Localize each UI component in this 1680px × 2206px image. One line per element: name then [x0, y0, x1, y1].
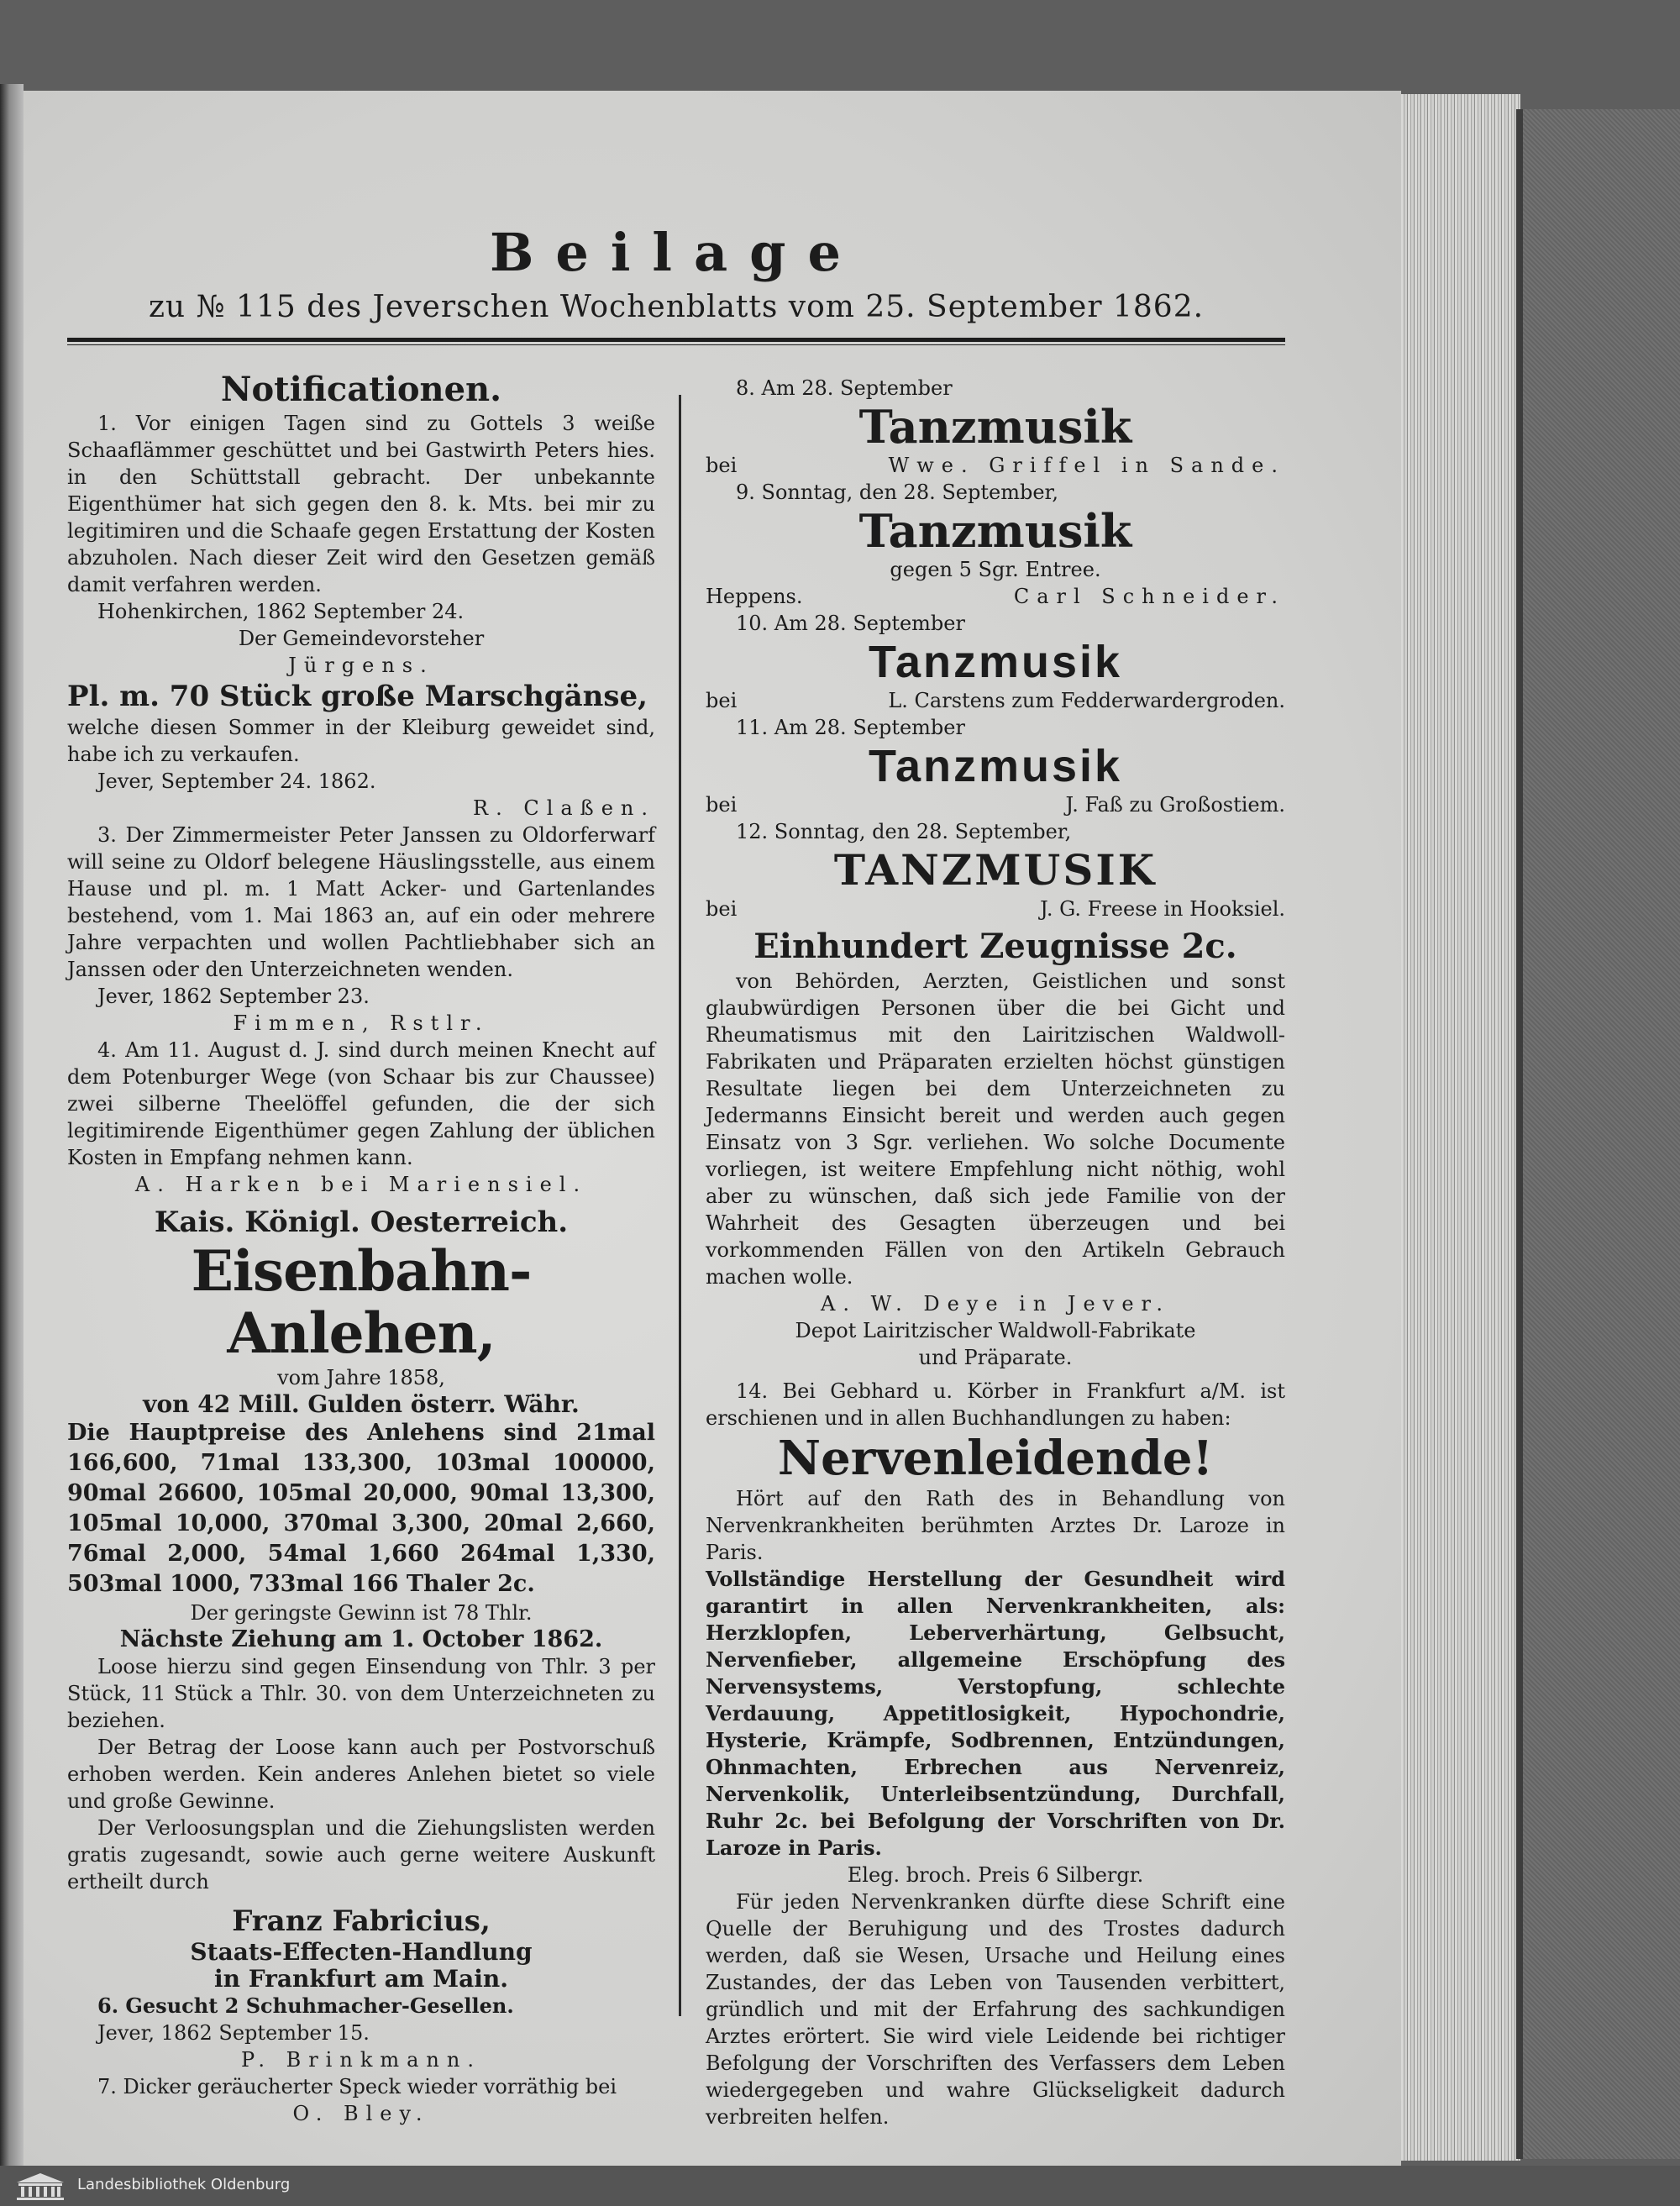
notice-3-place: Jever, 1862 September 23. [97, 985, 370, 1008]
left-column [67, 370, 655, 2127]
notice-3-text: 3. Der Zimmermeister Peter Janssen zu Oldorferwarf will seine zu Oldorf belegene Häuslingsstelle, aus einem Hause und pl. m. 1 Matt Acker- und Gartenlandes bestehend, vom 1. Mai 1863 an, auf ein oder mehrere Jahre verpachten und wollen Pachtliebhaber sich an Janssen oder den Unterzeichneten wenden. [67, 823, 655, 981]
notice-6-signature: P. Brinkmann. [241, 2048, 481, 2072]
nerve-ad-para-3: Für jeden Nervenkranken dürfte diese Schrift eine Quelle der Beruhigung und des Trostes dadurch werden, daß sie Wesen, Ursache und Heilung eines Zustandes, der das Leben von Tausenden verbittert, gründlich und mit der Erfahrung des sachkundigen Arztes erörtert. Sie wird viele Leidende bei richtiger Befolgung der Vorschriften des Verfassers dem Leben wiedergegeben und wahre Glückseligkeit dadurch verbreiten helfen. [706, 1890, 1285, 2129]
notice-8-date: 8. Am 28. September [736, 376, 953, 400]
notice-12-bei: bei [706, 897, 738, 921]
column-divider [679, 395, 681, 2016]
notice-11-heading: Tanzmusik [868, 741, 1123, 791]
notice-12-date: 12. Sonntag, den 28. September, [736, 820, 1072, 843]
nerve-ad-para-1: Hört auf den Rath des in Behandlung von Nervenkrankheiten berühmten Arztes Dr. Laroze in Paris. [706, 1487, 1285, 1564]
library-name[interactable]: Landesbibliothek Oldenburg [77, 2176, 291, 2193]
notice-10-heading: Tanzmusik [868, 637, 1123, 687]
testimonials-depot-1: Depot Lairitzischer Waldwoll-Fabrikate [795, 1319, 1196, 1342]
notice-11-who: J. Faß zu Großostiem. [1065, 793, 1285, 817]
library-building-icon [13, 2171, 67, 2201]
notice-1-signature: Jürgens. [288, 654, 434, 677]
masthead-rule-thin [67, 344, 1285, 345]
loan-ad-heading: Kais. Königl. Oesterreich. [154, 1205, 569, 1239]
loan-ad-prizes: Die Hauptpreise des Anlehens sind 21mal 166,600, 71mal 133,300, 103mal 100000, 90mal 26600, 105mal 20,000, 90mal 13,300, 105mal 10,000, 370mal 3,300, 20mal 2,660, 76mal 2,000, 54mal 1,660 264mal 1,330, 503mal 1000, 733mal 166 Thaler 2c. [67, 1420, 655, 1597]
notice-4-text: 4. Am 11. August d. J. sind durch meinen Knecht auf dem Potenburger Wege (von Schaar bis zur Chaussee) zwei silberne Theelöffel gefunden, die der sich legitimirende Eigenthümer gegen Zahlung der üblichen Kosten in Empfang nehmen kann. [67, 1038, 655, 1169]
loan-ad-firm-type: Staats-Effecten-Handlung [190, 1938, 533, 1966]
notice-8-heading: Tanzmusik [858, 400, 1132, 454]
notice-9-date: 9. Sonntag, den 28. September, [736, 481, 1058, 504]
notice-12-heading: TANZMUSIK [833, 845, 1158, 895]
notice-8-who-row [706, 452, 1285, 479]
notice-2-signature: R. Claßen. [473, 796, 655, 820]
notice-10-who-row [706, 687, 1285, 714]
notice-1-signature-title: Der Gemeindevorsteher [238, 627, 485, 650]
loan-ad-firm: Franz Fabricius, [232, 1904, 491, 1938]
notice-9-heading: Tanzmusik [858, 504, 1132, 558]
notice-3-signature: Fimmen, Rstlr. [233, 1011, 490, 1035]
nerve-ad-price: Eleg. broch. Preis 6 Silbergr. [847, 1863, 1144, 1887]
notice-7-signature: O. Bley. [292, 2102, 430, 2125]
notice-8-who: Wwe. Griffel in Sande. [888, 454, 1285, 477]
notice-10-date: 10. Am 28. September [736, 612, 965, 635]
loan-ad-para-2: Der Betrag der Loose kann auch per Postvorschuß erhoben werden. Kein anderes Anlehen bietet so viele und große Gewinne. [67, 1736, 655, 1813]
notice-8-bei: bei [706, 454, 738, 477]
masthead-rule [67, 338, 1285, 342]
notice-1-text: 1. Vor einigen Tagen sind zu Gottels 3 weiße Schaaflämmer geschüttet und bei Gastwirth Peters hies. in den Schüttstall gebracht. Der unbekannte Eigenthümer hat sich gegen den 8. k. Mts. bei mir zu legitimiren und die Schaafe gegen Erstattung der Kosten abzuholen. Nach dieser Zeit wird den Gesetzen gemäß damit verfahren werden. [67, 412, 655, 596]
notice-9-who: Carl Schneider. [1013, 585, 1285, 608]
notice-10-who: L. Carstens zum Fedderwardergroden. [888, 689, 1285, 712]
loan-ad-para-3: Der Verloosungsplan und die Ziehungslisten werden gratis zugesandt, sowie auch gerne weitere Auskunft ertheilt durch [67, 1816, 655, 1893]
notice-14-text: 14. Bei Gebhard u. Körber in Frankfurt a/M. ist erschienen und in allen Buchhandlungen zu haben: [706, 1379, 1285, 1430]
loan-ad-para-1: Loose hierzu sind gegen Einsendung von Thlr. 3 per Stück, 11 Stück a Thlr. 30. von dem Unterzeichneten zu beziehen. [67, 1655, 655, 1732]
masthead-title: Beilage [490, 222, 863, 283]
masthead-subtitle: zu № 115 des Jeverschen Wochenblatts vom 25. September 1862. [148, 290, 1205, 324]
notice-11-who-row [706, 791, 1285, 818]
testimonials-text: von Behörden, Aerzten, Geistlichen und sonst glaubwürdigen Personen über die bei Gicht und Rheumatismus mit den Lairitzischen Waldwoll-Fabrikaten und Präparaten erzielten höchst günstigen Resultate liegen bei dem Unterzeichneten zu Jedermanns Einsicht bereit und werden auch gegen Einsatz von 3 Sgr. verliehen. Wo solche Documente vorliegen, ist weitere Empfehlung nicht nöthig, wohl aber zu wünschen, daß sich jede Familie von der Wahrheit des Gesagten überzeugen und bei vorkommenden Fällen von den Artikeln Gebrauch machen wolle. [706, 969, 1285, 1289]
book-cover [1516, 109, 1680, 2159]
left-page-edge [0, 84, 24, 2167]
notice-6-text: 6. Gesucht 2 Schuhmacher-Gesellen. [97, 1993, 514, 2018]
notice-11-date: 11. Am 28. September [736, 716, 965, 739]
loan-ad-firm-city: in Frankfurt am Main. [213, 1965, 508, 1993]
loan-ad-title: Eisenbahn-Anlehen, [191, 1238, 532, 1366]
masthead [67, 223, 1285, 327]
right-column [706, 375, 1285, 2130]
notice-2-heading: Pl. m. 70 Stück große Marschgänse, [67, 680, 648, 713]
loan-ad-min-prize: Der geringste Gewinn ist 78 Thlr. [190, 1601, 533, 1625]
nerve-ad-heading: Nervenleidende! [777, 1431, 1214, 1486]
loan-ad-amount: von 42 Mill. Gulden österr. Währ. [143, 1390, 580, 1418]
loan-ad-draw-date: Nächste Ziehung am 1. October 1862. [119, 1626, 603, 1652]
testimonials-heading: Einhundert Zeugnisse 2c. [753, 927, 1237, 966]
notice-6-place: Jever, 1862 September 15. [97, 2021, 370, 2045]
notice-10-bei: bei [706, 689, 738, 712]
nerve-ad-para-2: Vollständige Herstellung der Gesundheit wird garantirt in allen Nervenkrankheiten, als: Herzklopfen, Leberverhärtung, Gelbsucht, Nervenfieber, allgemeine Erschöpfung des Nervensystems, Verstopfung, schlechte Verdauung, Appetitlosigkeit, Hypochondrie, Hysterie, Krämpfe, Sodbrennen, Entzündungen, Ohnmachten, Erbrechen aus Nervenreiz, Nervenkolik, Unterleibsentzündung, Durchfall, Ruhr 2c. bei Befolgung der Vorschriften von Dr. Laroze in Paris. [706, 1567, 1285, 1860]
book-cover-edge [1516, 109, 1523, 2159]
notice-11-bei: bei [706, 793, 738, 817]
notice-2-place: Jever, September 24. 1862. [97, 769, 376, 793]
notice-12-who-row [706, 896, 1285, 922]
testimonials-signature: A. W. Deye in Jever. [821, 1292, 1170, 1316]
notice-4-signature: A. Harken bei Mariensiel. [134, 1173, 588, 1196]
notice-9-fee: gegen 5 Sgr. Entree. [890, 558, 1101, 581]
notifications-heading: Notificationen. [220, 370, 502, 409]
testimonials-depot-2: und Präparate. [918, 1346, 1073, 1369]
notice-2-text: welche diesen Sommer in der Kleiburg geweidet sind, habe ich zu verkaufen. [67, 716, 655, 766]
notice-12-who: J. G. Freese in Hooksiel. [1040, 897, 1285, 921]
notice-1-place: Hohenkirchen, 1862 September 24. [97, 600, 465, 623]
notice-7-text: 7. Dicker geräucherter Speck wieder vorräthig bei [97, 2075, 617, 2098]
loan-ad-year: vom Jahre 1858, [277, 1366, 445, 1389]
viewer-footer [0, 2166, 1680, 2206]
notice-9-place: Heppens. [706, 585, 803, 608]
notice-9-who-row [706, 583, 1285, 610]
